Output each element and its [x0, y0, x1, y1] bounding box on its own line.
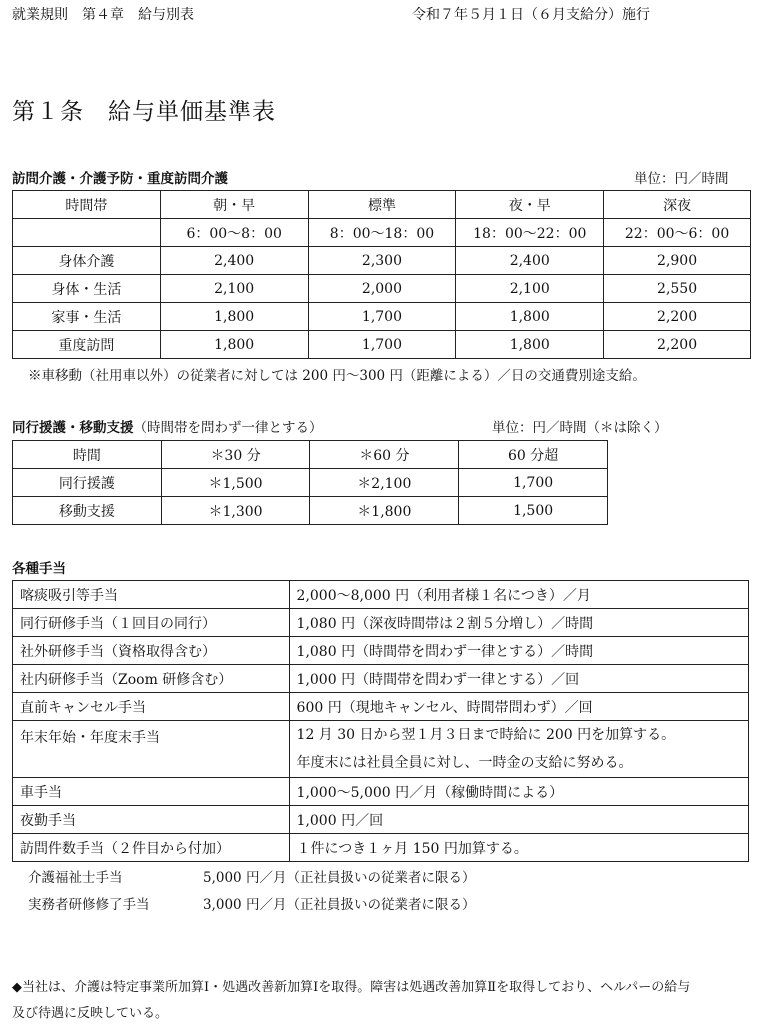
allowance-value: 600 円（現地キャンセル、時間帯問わず）／回 — [289, 693, 748, 721]
row-label: 身体・生活 — [13, 275, 161, 303]
allowance-value: 1,000 円／回 — [289, 806, 748, 834]
row-label: 同行援護 — [13, 469, 162, 497]
allowance-name: 夜勤手当 — [13, 806, 290, 834]
footer-note-line2: 及び待遇に反映している。 — [12, 1006, 169, 1021]
header-cell: ＊60 分 — [310, 441, 459, 469]
table-row — [13, 581, 749, 609]
section2-heading-note: （時間帯を問わず一律とする） — [133, 420, 323, 436]
time-row — [13, 219, 751, 247]
allowance-name: 直前キャンセル手当 — [13, 693, 290, 721]
rate-cell: 2,550 — [604, 275, 751, 303]
section2-heading — [12, 416, 323, 436]
time-cell: 22：00～6：00 — [604, 219, 751, 247]
header-cell: ＊30 分 — [161, 441, 310, 469]
extra-allowance-value: 5,000 円／月（正社員扱いの従業者に限る） — [203, 870, 476, 886]
rate-cell: 2,200 — [604, 303, 751, 331]
rate-cell: ＊1,800 — [310, 497, 459, 525]
header-right: 令和７年５月１日（６月支給分）施行 — [412, 7, 650, 23]
time-cell: 18：00～22：00 — [456, 219, 604, 247]
allowance-value — [289, 721, 748, 778]
allowance-value: 2,000～8,000 円（利用者様１名につき）／月 — [289, 581, 748, 609]
extra-allowance-value: 3,000 円／月（正社員扱いの従業者に限る） — [203, 897, 476, 913]
section1-unit: 単位：円／時間 — [634, 171, 729, 187]
allowance-name: 喀痰吸引等手当 — [13, 581, 290, 609]
rate-cell: 1,700 — [308, 303, 456, 331]
table-row — [13, 778, 749, 806]
rate-cell: 2,400 — [160, 247, 308, 275]
rate-cell: 1,700 — [459, 469, 608, 497]
allowance-name: 車手当 — [13, 778, 290, 806]
section3-heading: 各種手当 — [12, 561, 66, 577]
rate-cell: 2,100 — [456, 275, 604, 303]
section2-unit: 単位：円／時間（＊は除く） — [492, 420, 668, 436]
table-row — [13, 247, 751, 275]
time-cell: 6：00～8：00 — [160, 219, 308, 247]
row-label: 身体介護 — [13, 247, 161, 275]
table-row — [13, 331, 751, 359]
table-row — [13, 665, 749, 693]
rate-cell: 1,800 — [160, 303, 308, 331]
header-cell: 朝・早 — [160, 191, 308, 219]
time-cell — [13, 219, 161, 247]
header-cell: 時間 — [13, 441, 162, 469]
header-cell: 60 分超 — [459, 441, 608, 469]
table-row — [13, 469, 608, 497]
rate-cell: 1,500 — [459, 497, 608, 525]
table-row — [13, 497, 608, 525]
rate-cell: 2,000 — [308, 275, 456, 303]
rate-cell: 1,800 — [456, 303, 604, 331]
table-row — [13, 834, 749, 862]
table-row — [13, 303, 751, 331]
header-cell: 標準 — [308, 191, 456, 219]
allowance-value: 1,000～5,000 円／月（稼働時間による） — [289, 778, 748, 806]
rate-cell: 1,800 — [456, 331, 604, 359]
section2-title: 同行援護・移動支援 — [12, 420, 134, 436]
rate-cell: 1,800 — [160, 331, 308, 359]
table-header-row — [13, 191, 751, 219]
allowance-name: 社外研修手当（資格取得含む） — [13, 637, 290, 665]
extra-allowance-name: 介護福祉士手当 — [28, 870, 123, 886]
allowance-name: 同行研修手当（１回目の同行） — [13, 609, 290, 637]
allowance-value: １件につき１ヶ月 150 円加算する。 — [289, 834, 748, 862]
header-cell: 夜・早 — [456, 191, 604, 219]
extra-allowance-name: 実務者研修修了手当 — [28, 897, 150, 913]
header-cell: 深夜 — [604, 191, 751, 219]
footer-note-line1: ◆当社は、介護は特定事業所加算Ⅰ・処遇改善新加算Ⅰを取得。障害は処遇改善加算Ⅱを取得しており、ヘルパーの給与 — [12, 980, 691, 995]
row-label: 重度訪問 — [13, 331, 161, 359]
header-left: 就業規則 第４章 給与別表 — [12, 7, 194, 23]
rate-cell: 2,300 — [308, 247, 456, 275]
section1-heading: 訪問介護・介護予防・重度訪問介護 — [12, 171, 228, 187]
page-title: 第１条 給与単価基準表 — [12, 99, 276, 125]
allowance-name: 年末年始・年度末手当 — [13, 721, 290, 778]
allowance-name: 訪問件数手当（２件目から付加） — [13, 834, 290, 862]
visit-care-table — [12, 190, 751, 359]
rate-cell: ＊2,100 — [310, 469, 459, 497]
allowance-value: 1,080 円（時間帯を問わず一律とする）／時間 — [289, 637, 748, 665]
table-row — [13, 275, 751, 303]
allowance-name: 社内研修手当（Zoom 研修含む） — [13, 665, 290, 693]
allowance-table — [12, 580, 749, 862]
rate-cell: 2,200 — [604, 331, 751, 359]
rate-cell: 2,100 — [160, 275, 308, 303]
row-label: 家事・生活 — [13, 303, 161, 331]
escort-support-table — [12, 440, 608, 525]
header-cell: 時間帯 — [13, 191, 161, 219]
table-row — [13, 609, 749, 637]
table-row — [13, 721, 749, 778]
time-cell: 8：00～18：00 — [308, 219, 456, 247]
table-row — [13, 693, 749, 721]
allowance-value: 1,000 円（時間帯を問わず一律とする）／回 — [289, 665, 748, 693]
allowance-value-line2: 年度末には社員全員に対し、一時金の支給に努める。 — [296, 755, 633, 771]
rate-cell: 1,700 — [308, 331, 456, 359]
allowance-value-line1: 12 月 30 日から翌１月３日まで時給に 200 円を加算する。 — [296, 727, 676, 743]
travel-expense-note: ※車移動（社用車以外）の従業者に対しては 200 円～300 円（距離による）／日の交通費別途支給。 — [28, 368, 646, 384]
rate-cell: 2,900 — [604, 247, 751, 275]
table-row — [13, 637, 749, 665]
allowance-value: 1,080 円（深夜時間帯は２割５分増し）／時間 — [289, 609, 748, 637]
rate-cell: 2,400 — [456, 247, 604, 275]
rate-cell: ＊1,500 — [161, 469, 310, 497]
rate-cell: ＊1,300 — [161, 497, 310, 525]
table-header-row — [13, 441, 608, 469]
table-row — [13, 806, 749, 834]
row-label: 移動支援 — [13, 497, 162, 525]
